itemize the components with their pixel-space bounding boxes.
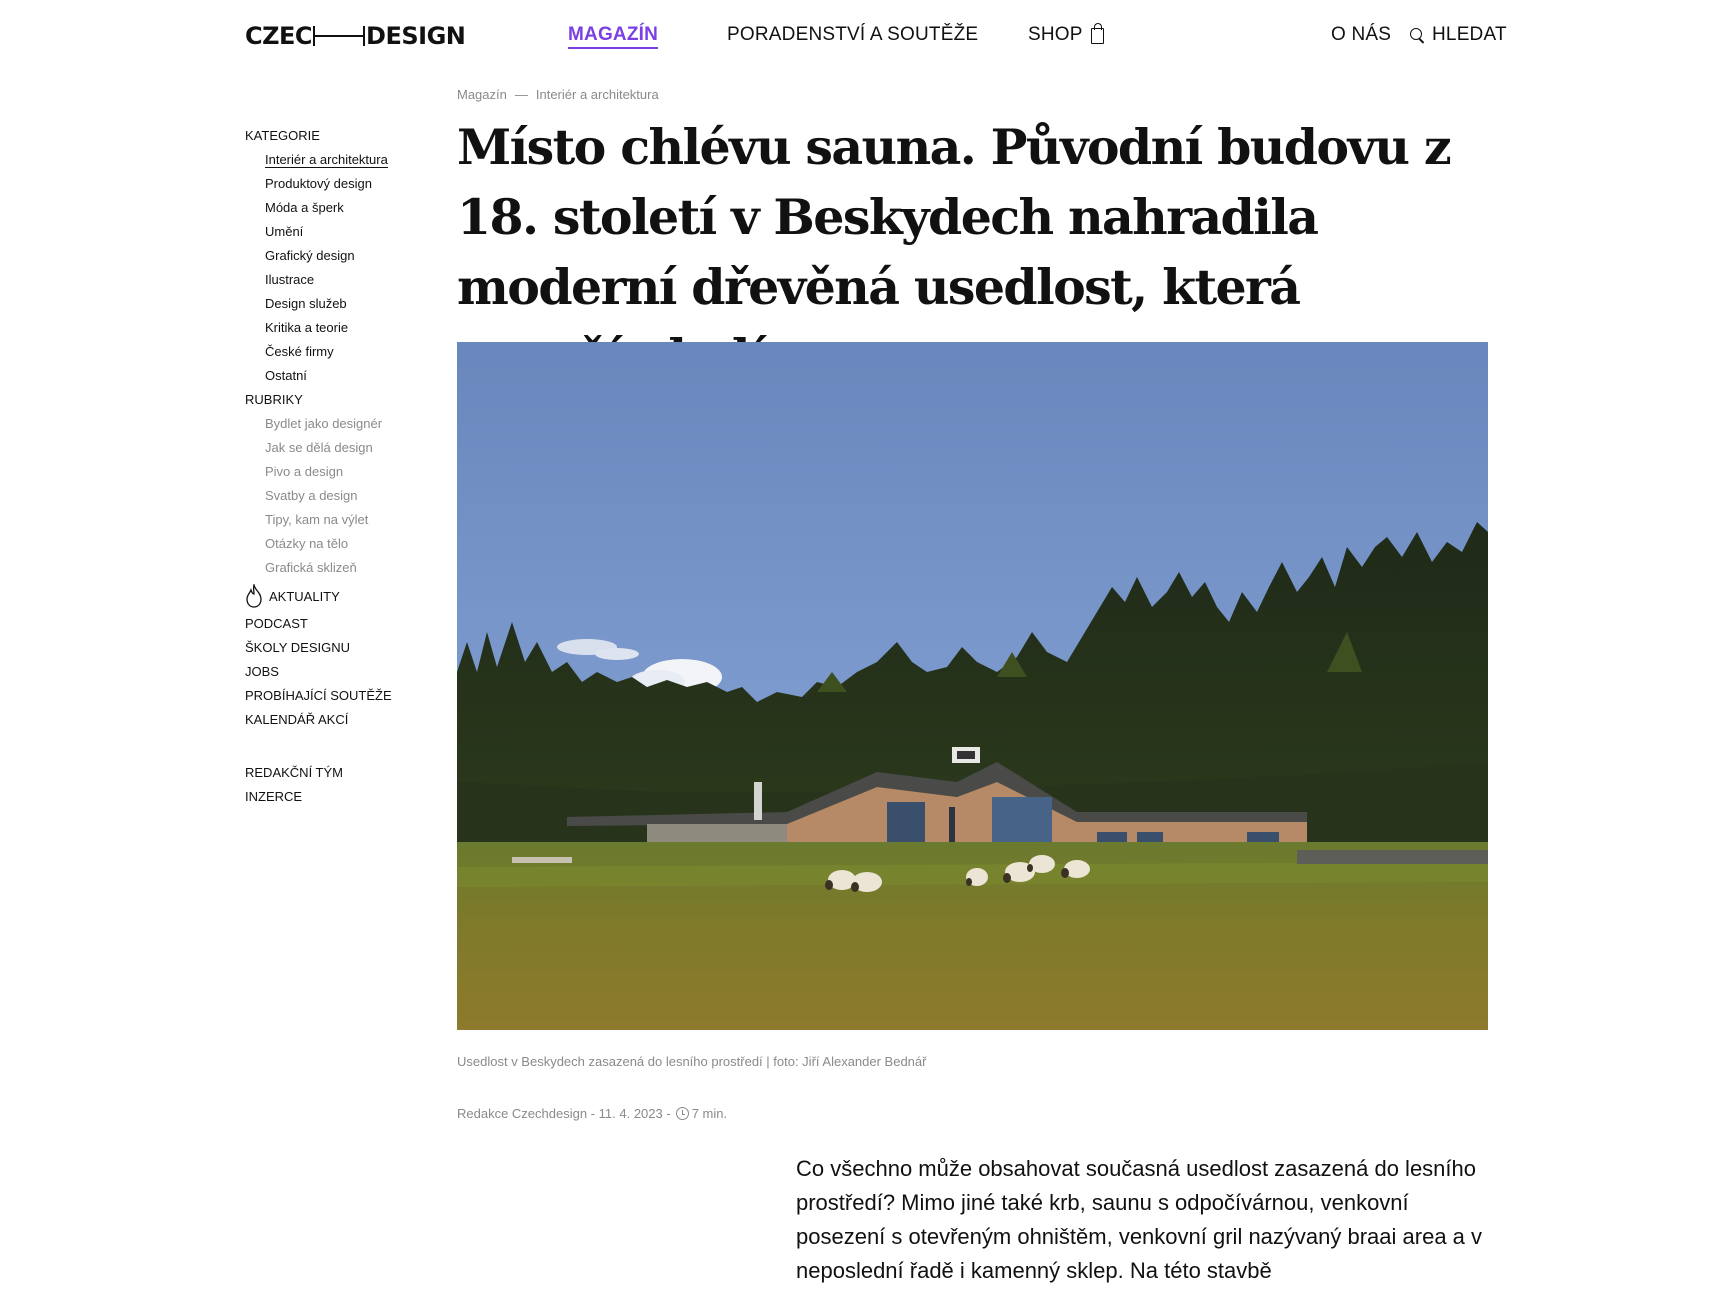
sidebar-item-tipy[interactable]: Tipy, kam na výlet (265, 512, 369, 527)
article-author[interactable]: Redakce Czechdesign (457, 1106, 588, 1121)
sidebar-item-design-sluzeb[interactable]: Design služeb (265, 296, 347, 311)
logo-text-right: DESIGN (366, 22, 466, 50)
sidebar-item-interier[interactable] (245, 148, 445, 172)
sidebar-heading-kategorie[interactable]: KATEGORIE (245, 128, 320, 143)
sidebar-item-label: Interiér a architektura (265, 152, 388, 167)
sidebar-item-podcast[interactable]: PODCAST (245, 616, 308, 631)
sidebar-item-kalendar[interactable]: KALENDÁŘ AKCÍ (245, 712, 349, 727)
nav-poradenstvi[interactable]: PORADENSTVÍ A SOUTĚŽE (727, 24, 979, 45)
article-meta (457, 1106, 727, 1121)
article-lead: Co všechno může obsahovat současná usedlost zasazená do lesního prostředí? Mimo jiné také krb, saunu s odpočívárnou, venkovní posezení s otevřeným ohništěm, venkovní gril nazývaný braai area a v neposlední řadě i kamenný sklep. Na této stavbě (796, 1156, 1483, 1283)
sidebar-item-ilustrace[interactable]: Ilustrace (265, 272, 315, 287)
nav-o-nas[interactable]: O NÁS (1331, 24, 1392, 45)
sidebar-item-bydlet[interactable]: Bydlet jako designér (265, 416, 383, 431)
sidebar-item-svatby[interactable]: Svatby a design (265, 488, 358, 503)
sidebar-item-label: AKTUALITY (269, 588, 340, 604)
sidebar-item-jak-se-dela[interactable]: Jak se dělá design (265, 440, 373, 455)
sidebar-heading-rubriky[interactable]: RUBRIKY (245, 392, 303, 407)
nav-shop[interactable] (1028, 24, 1104, 46)
site-header (0, 0, 1726, 70)
sidebar-item-otazky[interactable]: Otázky na tělo (265, 536, 349, 551)
hero-image (457, 342, 1488, 1030)
sidebar-item-umeni[interactable]: Umění (265, 224, 304, 239)
nav-search[interactable] (1410, 24, 1507, 46)
sidebar-item-aktuality[interactable] (245, 580, 445, 612)
breadcrumb-magazin[interactable]: Magazín (457, 87, 507, 102)
sidebar-item-graficky[interactable]: Grafický design (265, 248, 355, 263)
sidebar-item-pivo[interactable]: Pivo a design (265, 464, 344, 479)
sidebar-item-jobs[interactable]: JOBS (245, 664, 279, 679)
sidebar-item-redakcni-tym[interactable]: REDAKČNÍ TÝM (245, 765, 343, 780)
image-caption: Usedlost v Beskydech zasazená do lesního prostředí | foto: Jiří Alexander Bednář (457, 1054, 927, 1069)
sidebar-item-graficka-sklizen[interactable]: Grafická sklizeň (265, 560, 357, 575)
reading-time: 7 min. (691, 1106, 728, 1121)
breadcrumb-interier[interactable]: Interiér a architektura (535, 87, 659, 102)
site-logo[interactable] (245, 22, 465, 50)
meta-separator: - (662, 1106, 671, 1121)
sidebar-spacer (245, 732, 445, 761)
nav-shop-label: SHOP (1028, 24, 1083, 45)
sidebar-item-moda[interactable]: Móda a šperk (265, 200, 344, 215)
breadcrumb (457, 87, 659, 102)
nav-magazin[interactable]: MAGAZÍN (568, 24, 658, 49)
sidebar-item-souteze[interactable]: PROBÍHAJÍCÍ SOUTĚŽE (245, 688, 392, 703)
sidebar-item-inzerce[interactable]: INZERCE (245, 789, 303, 804)
search-icon (1410, 28, 1424, 42)
sidebar-item-ostatni[interactable]: Ostatní (265, 368, 307, 383)
shopping-bag-icon (1091, 28, 1104, 44)
logo-bar (313, 25, 365, 47)
hero-photo (457, 342, 1488, 1030)
sidebar-item-ceske-firmy[interactable]: České firmy (265, 344, 334, 359)
sidebar-item-skoly[interactable]: ŠKOLY DESIGNU (245, 640, 350, 655)
breadcrumb-separator: — (514, 87, 528, 102)
nav-search-label: HLEDAT (1432, 24, 1507, 45)
meta-separator: - (587, 1106, 599, 1121)
sidebar (245, 124, 445, 809)
clock-icon (676, 1107, 689, 1120)
sidebar-item-kritika[interactable]: Kritika a teorie (265, 320, 349, 335)
article-date: 11. 4. 2023 (598, 1106, 663, 1121)
sidebar-item-produktovy[interactable]: Produktový design (265, 176, 372, 191)
article-title: Místo chlévu sauna. Původní budovu z 18. století v Beskydech nahradila moderní dřevěná usedlost, která (457, 118, 1451, 316)
logo-text-left: CZEC (245, 22, 313, 50)
fire-icon (245, 584, 263, 608)
